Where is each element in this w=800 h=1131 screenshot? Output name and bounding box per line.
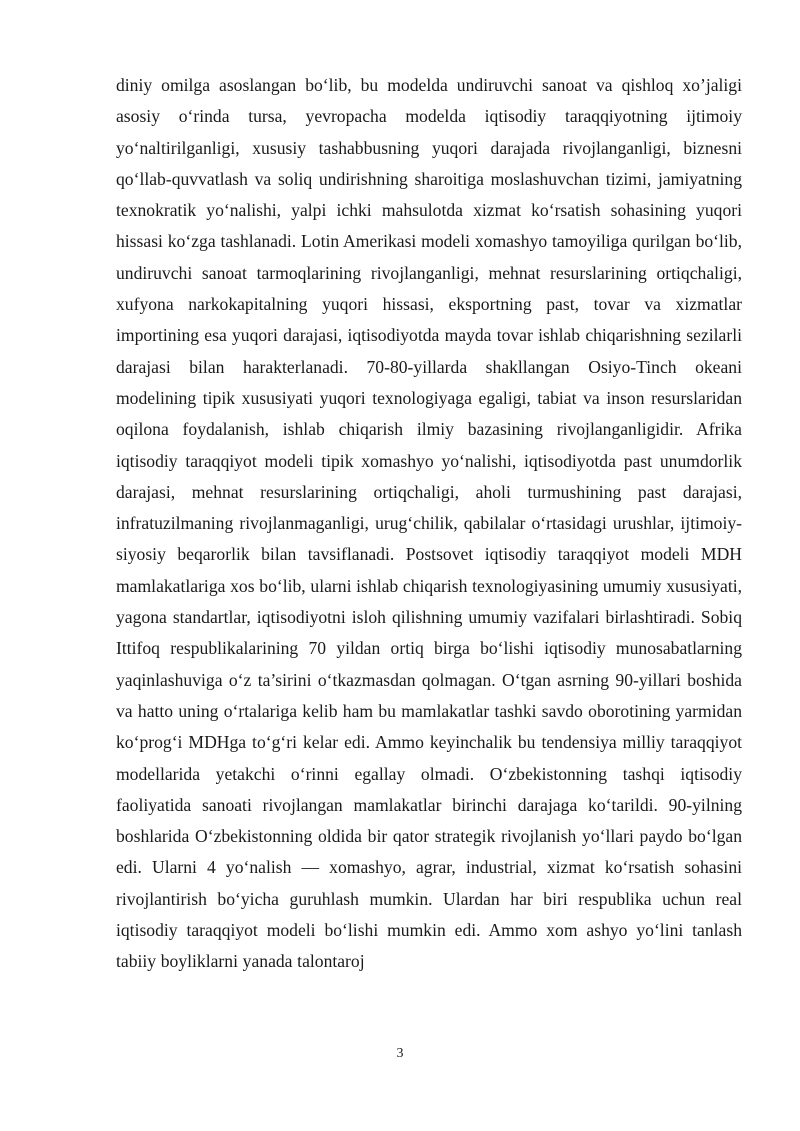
body-paragraph: diniy omilga asoslangan bo‘lib, bu modelda undiruvchi sanoat va qishloq xo’jaligi asosiy o‘rinda tursa, yevropacha modelda iqtisodiy taraqqiyotning ijtimoiy yo‘naltirilganligi, xususiy tashabbusning yuqori darajada rivojlanganligi, biznesni qo‘llab-quvvatlash va soliq undirishning sharoitiga moslashuvchan tizimi, jamiyatning texnokratik yo‘nalishi, yalpi ichki mahsulotda xizmat ko‘rsatish sohasining yuqori hissasi ko‘zga tashlanadi. Lotin Amerikasi modeli xomashyo tamoyiliga qurilgan bo‘lib, undiruvchi sanoat tarmoqlarining rivojlanganligi, mehnat resurslarining ortiqchaligi, xufyona narkokapitalning yuqori hissasi, eksportning past, tovar va xizmatlar importining esa yuqori darajasi, iqtisodiyotda mayda tovar ishlab chiqarishning sezilarli darajasi bilan harakterlanadi. 70-80-yillarda shakllangan Osiyo-Tinch okeani modelining tipik xususiyati yuqori texnologiyaga egaligi, tabiat va inson resurslaridan oqilona foydalanish, ishlab chiqarish ilmiy bazasining rivojlanganligidir. Afrika iqtisodiy taraqqiyot modeli tipik xomashyo yo‘nalishi, iqtisodiyotda past unumdorlik darajasi, mehnat resurslarining ortiqchaligi, aholi turmushining past darajasi, infratuzilmaning rivojlanmaganligi, urug‘chilik, qabilalar o‘rtasidagi urushlar, ijtimoiy-siyosiy beqarorlik bilan tavsiflanadi. Postsovet iqtisodiy taraqqiyot modeli MDH mamlakatlariga xos bo‘lib, ularni ishlab chiqarish texnologiyasining umumiy xususiyati, yagona standartlar, iqtisodiyotni isloh qilishning umumiy vazifalari birlashtiradi. Sobiq Ittifoq respublikalarining 70 yildan ortiq birga bo‘lishi iqtisodiy munosabatlarning yaqinlashuviga o‘z ta’sirini o‘tkazmasdan qolmagan. O‘tgan asrning 90-yillari boshida va hatto uning o‘rtalariga kelib ham bu mamlakatlar tashki savdo oborotining yarmidan ko‘prog‘i MDHga to‘g‘ri kelar edi. Ammo keyinchalik bu tendensiya milliy taraqqiyot modellarida yetakchi o‘rinni egallay olmadi. O‘zbekistonning tashqi iqtisodiy faoliyatida sanoati rivojlangan mamlakatlar birinchi darajaga ko‘tarildi. 90-yilning boshlarida O‘zbekistonning oldida bir qator strategik rivojlanish yo‘llari paydo bo‘lgan edi. Ularni 4 yo‘nalish — xomashyo, agrar, industrial, xizmat ko‘rsatish sohasini rivojlantirish bo‘yicha guruhlash mumkin. Ulardan har biri respublika uchun real iqtisodiy taraqqiyot modeli bo‘lishi mumkin edi. Ammo xom ashyo yo‘lini tanlash tabiiy boyliklarni yanada talontaroj bbox=[116, 75, 742, 972]
page-number: 3 bbox=[396, 1046, 404, 1061]
